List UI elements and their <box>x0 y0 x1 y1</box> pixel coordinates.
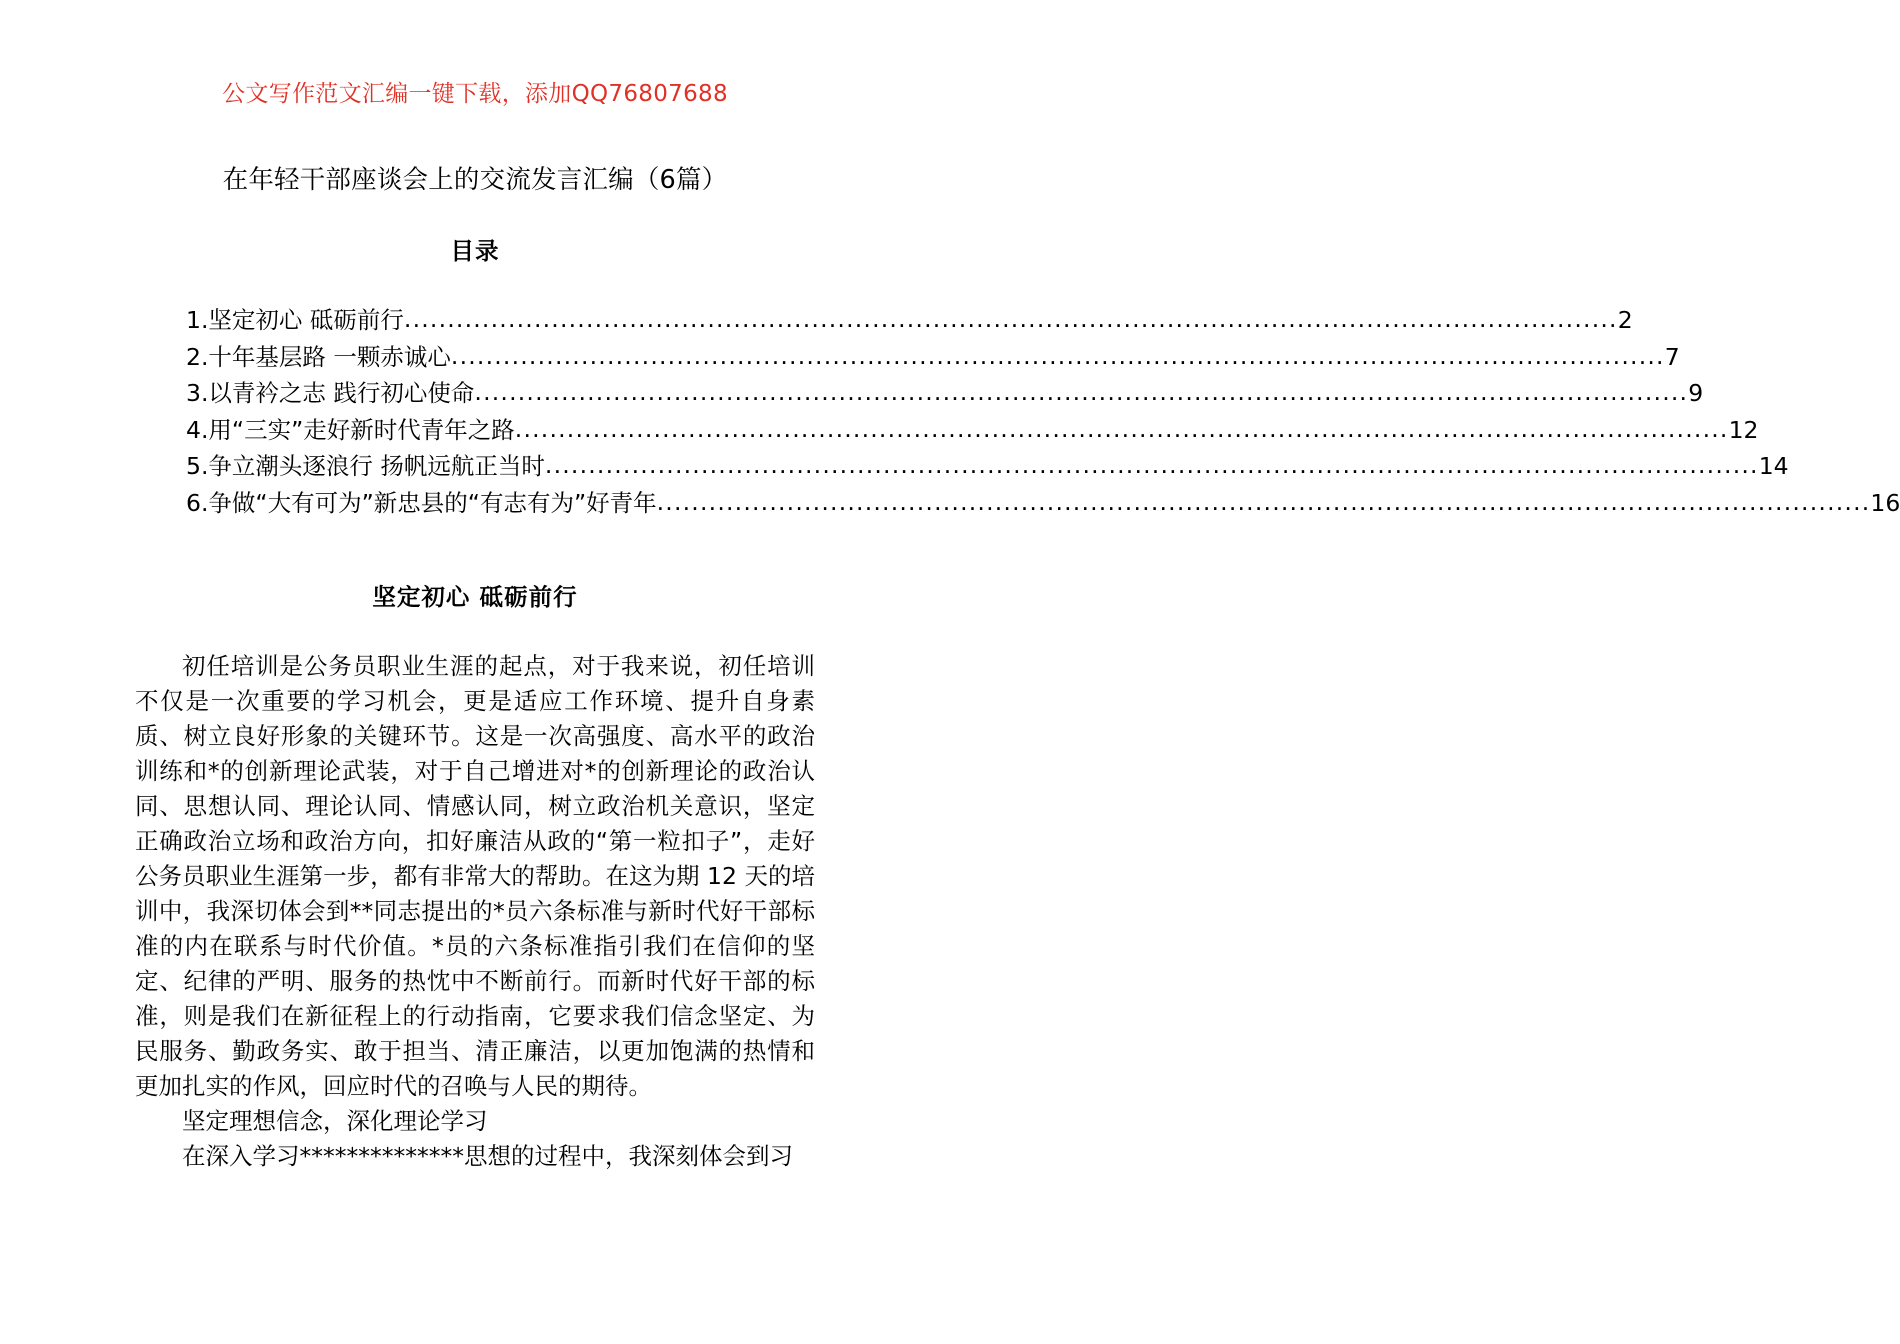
toc-entry[interactable] <box>186 375 1704 412</box>
toc-entry-label: 6.争做“大有可为”新忠县的“有志有为”好青年 <box>186 488 657 517</box>
toc-entry-page: 16 <box>1870 488 1900 517</box>
toc-dot-leader: ............................................................................................................................................ <box>474 378 1689 406</box>
toc-entry-page: 12 <box>1728 415 1759 444</box>
body-content <box>135 649 815 1174</box>
body-paragraph: 初任培训是公务员职业生涯的起点，对于我来说，初任培训不仅是一次重要的学习机会，更是适应工作环境、提升自身素质、树立良好形象的关键环节。这是一次高强度、高水平的政治训练和*的创新理论武装，对于自己增进对*的创新理论的政治认同、思想认同、理论认同、情感认同，树立政治机关意识，坚定正确政治立场和政治方向，扣好廉洁从政的“第一粒扣子”，走好公务员职业生涯第一步，都有非常大的帮助。在这为期 12 天的培训中，我深切体会到**同志提出的*员六条标准与新时代好干部标准的内在联系与时代价值。*员的六条标准指引我们在信仰的坚定、纪律的严明、服务的热忱中不断前行。而新时代好干部的标准，则是我们在新征程上的行动指南，它要求我们信念坚定、为民服务、勤政务实、敢于担当、清正廉洁，以更加饱满的热情和更加扎实的作风，回应时代的召唤与人民的期待。 <box>135 652 815 1100</box>
body-subheading: 坚定理想信念，深化理论学习 <box>182 1107 488 1135</box>
section-heading: 坚定初心 砥砺前行 <box>372 583 578 611</box>
toc-entry-label: 5.争立潮头逐浪行 扬帆远航正当时 <box>186 452 545 480</box>
toc-entry[interactable] <box>186 485 1900 522</box>
document-title: 在年轻干部座谈会上的交流发言汇编（6篇） <box>222 165 728 195</box>
table-of-contents <box>186 302 1900 521</box>
body-paragraph: 在深入学习**************思想的过程中，我深刻体会到习 <box>182 1142 793 1170</box>
toc-entry[interactable] <box>186 412 1759 449</box>
toc-dot-leader: ............................................................................................................................................ <box>403 305 1618 333</box>
toc-dot-leader: ............................................................................................................................................ <box>656 487 1871 516</box>
toc-dot-leader: ............................................................................................................................................ <box>450 341 1665 370</box>
toc-entry-page: 2 <box>1617 306 1633 334</box>
toc-entry[interactable] <box>186 302 1633 339</box>
toc-entry-label: 3.以青衿之志 践行初心使命 <box>186 379 475 407</box>
toc-heading: 目录 <box>450 237 500 265</box>
toc-entry-label: 2.十年基层路 一颗赤诚心 <box>186 342 451 371</box>
toc-dot-leader: ............................................................................................................................................ <box>514 414 1729 443</box>
toc-entry-page: 7 <box>1664 342 1680 371</box>
toc-entry-page: 9 <box>1688 379 1704 407</box>
toc-dot-leader: ............................................................................................................................................ <box>544 451 1759 479</box>
toc-entry[interactable] <box>186 339 1680 376</box>
promo-watermark-text: 公文写作范文汇编一键下载，添加QQ76807688 <box>222 81 728 107</box>
toc-entry-page: 14 <box>1758 452 1789 480</box>
toc-entry-label: 1.坚定初心 砥砺前行 <box>186 306 404 334</box>
toc-entry[interactable] <box>186 448 1789 485</box>
toc-entry-label: 4.用“三实”走好新时代青年之路 <box>186 415 515 444</box>
